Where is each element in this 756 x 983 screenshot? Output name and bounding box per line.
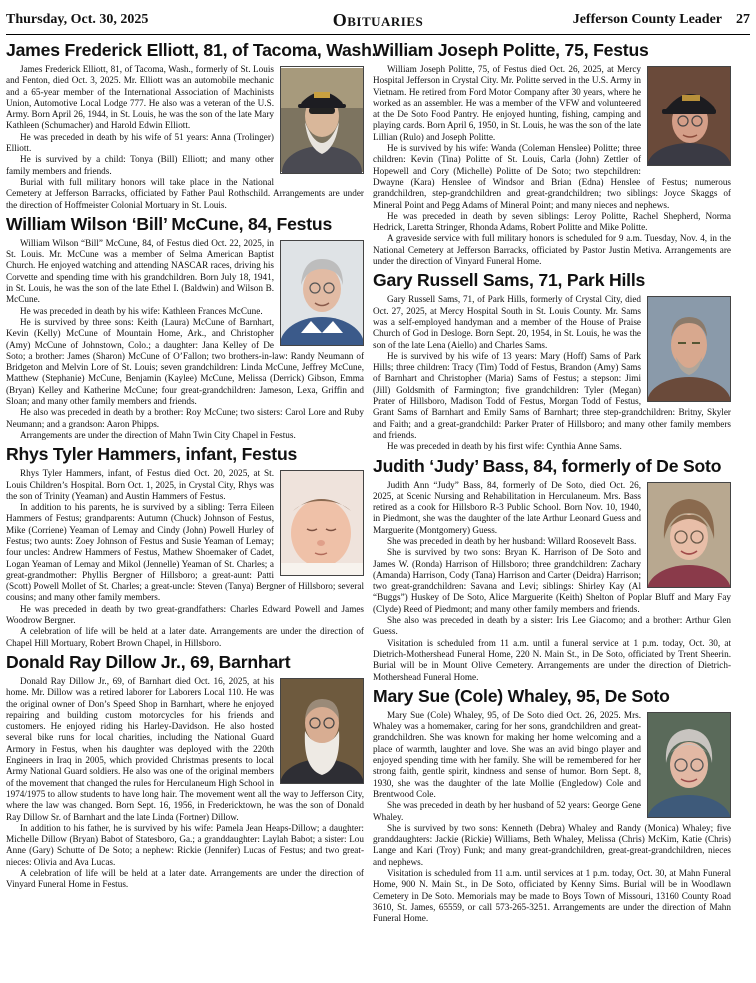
obituary-mccune (6, 214, 364, 441)
portrait-hammers-image (281, 471, 363, 575)
obituary-paragraph: He was preceded in death by two great-grandfathers: Charles Edward Powell and James Woodrow Bergner. (6, 603, 364, 626)
paper-info (573, 12, 750, 28)
obituary-body (373, 294, 731, 452)
page-header (6, 8, 750, 35)
obituary-paragraph: Judith Ann “Judy” Bass, 84, formerly of De Soto, died Oct. 26, 2025, at Scenic Nursing and Rehabilitation in Herculaneum. Mrs. Bass retired as a cook for Hillsboro R-3 Public School. Born Nov. 10, 1940, in Piedmont, she was the daughter of the late Arthur Leonard Guess and Marguerite (Montgomery) Guess. (373, 479, 641, 535)
obituary-paragraph: In addition to his parents, he is survived by a sibling: Terra Eileen Hammers of Festus; grandparents: Autumn (Chuck) Johnson of Festus, Mike (Corriene) Yeaman of Lemay and Cindy (John) Powell Hurley of Festus; two aunts: Zoey Johnson of Festus and Susie Yeaman of Lemay; four uncles: Andrew Hammers of Festus, Mathew Shoemaker of Cadet, Logan Yeaman of Lemay and Mikol (Jennelle) Yeaman of St. Charles; a great-grandmother: Phyllis Bergner of Hillsboro; a great-aunt: Patti (Scott) Powell Mollet of St. Charles; a great-uncle: Steven (Tanya) Bergner of Hillsboro; several cousins; and many other family members. (6, 502, 364, 603)
obituary-paragraph: She was preceded in death by her husband: Willard Roosevelt Bass. (387, 535, 637, 546)
obituary-bass (373, 456, 731, 683)
obituary-paragraph: Donald Ray Dillow Jr., 69, of Barnhart died Oct. 16, 2025, at his home. Mr. Dillow was a retired laborer for Laborers Local 110. He was the original owner of Don’s Speed Shop in Barnhart, where he enjoyed repairing and building custom motorcycles for his friends and customers. He enjoyed riding his Harley-Davidson. He also hosted several bike runs for local charities, including the National Guard Armory in Festus, when his daughter was deployed with the 220th Engineers in Iraq in 2005, which provided Christmas presents to local Army National Guard soldiers. He also was one of the original members of the movement that changed the rules for Herculaneum High School in 1974/1975 to allow students to have long hair. The movement went all the way to Jefferson City, where the law was changed. Born Sept. 16, 1956, in Fredericktown, he was the son of Donald Ray Dillow Sr. of Barnhart and the late Linda (Fortner) Dillow. (6, 675, 364, 822)
obituary-headline: Gary Russell Sams, 71, Park Hills (373, 270, 646, 291)
portrait-photo (280, 678, 364, 784)
obituary-paragraph: A celebration of life will be held at a later date. Arrangements are under the direction of Vinyard Funeral Home in Festus. (6, 868, 364, 890)
obituary-body (6, 468, 364, 649)
portrait-mccune-image (281, 241, 363, 345)
obituary-paragraph: Visitation is scheduled from 11 a.m. until a funeral service at 1 p.m. today, Oct. 30, at Dietrich-Mothershead Funeral Home, 220 N. Main St., in De Soto, officiated by Trent Sheerin. Burial will be in Mount Olive Cemetery. Arrangements are under the direction of Dietrich-Mothershead Funeral Home. (373, 637, 731, 682)
section-title: Obituaries (332, 10, 424, 30)
portrait-photo (647, 712, 731, 818)
portrait-sams-image (648, 297, 730, 401)
obituary-paragraph: He was preceded in death by seven siblings: Leroy Politte, Rachel Shepherd, Norma Hedrick, Laretta Stringer, Rhonda Adams, Robert Politte and Mike Politte. (373, 210, 731, 233)
obituary-paragraph: He was preceded in death by his wife of 51 years: Anna (Trolinger) Elliott. (6, 131, 274, 154)
obituary-paragraph: She also was preceded in death by a sister: Iris Lee Giacomo; and a brother: Arthur Glen Guess. (373, 615, 731, 637)
obituary-body (373, 710, 731, 925)
obituary-paragraph: He is survived by his wife: Wanda (Coleman Henslee) Politte; three children: Kevin (Tina) Politte of St. Louis, Carla (John) Zettler of Hopewell and Cory (Michelle) Politte of De Soto; two stepchildren: Dwayne (Kara) Henslee of Windsor and Brian (Edna) Henslee of Festus; numerous grandchildren, step-grandchildren and great-grandchildren; two siblings: Joyce Skaggs of Mineral Point and Pegg Adams of Mineral Point; and many nieces and nephews. (373, 143, 731, 210)
obituary-headline: Judith ‘Judy’ Bass, 84, formerly of De Soto (373, 455, 722, 476)
left-column (6, 40, 377, 894)
obituary-paragraph: Burial with full military honors will take place in the National Cemetery at Jefferson Barracks, officiated by Father Paul Rothschild. Arrangements are under the direction of Hoffmeister Colonial Mortuary in St. Louis. (6, 176, 364, 210)
portrait-photo (280, 240, 364, 346)
obituary-paragraph: He was preceded in death by his wife: Kathleen Frances McCune. (20, 305, 263, 316)
obituary-body (6, 64, 364, 211)
obituary-paragraph: A graveside service with full military honors is scheduled for 9 a.m. Tuesday, Nov. 4, in the National Cemetery at Jefferson Barracks, officiated by Pastor Justin Metiva. Arrangements are under the direction of Vinyard Funeral Home. (373, 233, 731, 267)
portrait-photo (280, 66, 364, 174)
obituary-paragraph: William Joseph Politte, 75, of Festus died Oct. 26, 2025, at Mercy Hospital Jefferson in Crystal City. Mr. Politte served in the U.S. Army in Vietnam. He retired from Ford Motor Company after 30 years, where he worked as an assembler. He was a member of the VFW and volunteered at the De Soto Food Pantry. He enjoyed hunting, fishing, camping and playing cards. Born April 6, 1950, in St. Louis, he was the son of the late Lillian (Rulo) and Joseph Politte. (373, 64, 641, 142)
obituary-paragraph: In addition to his father, he is survived by his wife: Pamela Jean Heaps-Dillow; a daughter: Michelle Dillow (Bryan) Babot of Statesboro, Ga.; a granddaughter: Laylah Babot; a sister: Lou Anne (Gary) Schutte of De Soto; a nephew: Rickie (Jennifer) Lucas of Festus; and two great-nieces: Olivia and Ava Lucas. (6, 822, 364, 867)
obituary-paragraph: She was preceded in death by her husband of 52 years: George Gene Whaley. (373, 800, 641, 822)
obituary-paragraph: She is survived by two sons: Bryan K. Harrison of De Soto and James W. (Ronda) Harrison of Hillsboro; three grandchildren: Zachary (Amanda) Harrison, Cody (Tana) Harrison and Carter (Deidra) Harrison; two great-grandchildren: Savana and Levi; siblings: Shirley Kay (Al “Buggs”) Huskey of De Soto, Alice Marguerite (Keith) Shelton of Poplar Bluff and Mary Fay (Clyde) Reed of Piedmont; and many other family members and friends. (373, 547, 731, 614)
portrait-photo (647, 296, 731, 402)
page-number: 27 (736, 12, 750, 27)
portrait-elliott-image (281, 67, 363, 173)
portrait-bass-image (648, 483, 730, 587)
issue-date: Thursday, Oct. 30, 2025 (6, 12, 149, 27)
obituary-paragraph: He is survived by his wife of 13 years: Mary (Hoff) Sams of Park Hills; three children: Tracy (Tim) Todd of Festus, Brandon (Amy) Sams of Barnhart and Christopher (Maria) Sams of Festus; a stepson: Jimi (Jill) Goldsmith of Farmington; five grandchildren: Tyler (Megan) Prater of Hillsboro, Madison Todd of Festus, Morgan Todd of Festus, Grant Sams of Barnhart and Emily Sams of Barnhart; three step-grandchildren: Britny, Skyler and Faith; and a great-grandchild: Parker Prater of Hillsboro; and many other family members and friends. (373, 350, 731, 440)
obituary-paragraph: Arrangements are under the direction of Mahn Twin City Chapel in Festus. (20, 429, 296, 440)
obituary-paragraph: He also was preceded in death by a brother: Roy McCune; two sisters: Carol Lore and Ruby Neumann; and a grandson: Aaron Phipps. (6, 407, 364, 429)
obituary-body (373, 64, 731, 267)
portrait-dillow-image (281, 679, 363, 783)
obituary-headline: Donald Ray Dillow Jr., 69, Barnhart (6, 651, 291, 672)
obituary-elliott (6, 40, 377, 211)
obituary-paragraph: She is survived by two sons: Kenneth (Debra) Whaley and Randy (Monica) Whaley; five granddaughters: Jackie (Rickie) Williams, Beth Whaley, Melissa (Chris) McKim, Katie (Chris) Lange and Kari (Troy) Funk; and many great-grandchildren, great-great-grandchildren, nieces and nephews. (373, 822, 731, 867)
right-column (373, 40, 731, 927)
obituary-sams (373, 270, 731, 452)
portrait-politte-image (648, 67, 730, 165)
obituary-paragraph: He is survived by a child: Tonya (Bill) Elliott; and many other family members and friends. (6, 154, 274, 176)
portrait-photo (647, 482, 731, 588)
obituary-hammers (6, 444, 364, 649)
portrait-photo (647, 66, 731, 166)
portrait-whaley-image (648, 713, 730, 817)
portrait-photo (280, 470, 364, 576)
obituary-paragraph: William Wilson “Bill” McCune, 84, of Festus died Oct. 22, 2025, in St. Louis. Mr. McCune was a member of Selma American Baptist Church. He enjoyed watching and attending NASCAR races, driving his Corvette and spending time with his grandchildren. Born July 18, 1941, in St. Louis, he was the son of the late Ethel I. (Baldwin) and Wilson B. McCune. (6, 237, 274, 305)
obituary-politte (373, 40, 731, 267)
obituary-body (6, 238, 364, 441)
obituary-body (373, 480, 731, 683)
obituary-paragraph: Visitation is scheduled from 11 a.m. until services at 1 p.m. today, Oct. 30, at Mahn Funeral Home, 900 N. Main St., in De Soto, officiated by Kenny Sims. Burial will be in Woodlawn Cemetery in De Soto. Memorials may be made to Boys Town of Missouri, 13160 County Road 3610, St. James, 65559, or call 573-265-3251. Arrangements are under the direction of Mahn Funeral Home. (373, 868, 731, 924)
obituary-dillow (6, 652, 364, 891)
obituary-headline: Mary Sue (Cole) Whaley, 95, De Soto (373, 685, 670, 706)
obituary-headline: William Wilson ‘Bill’ McCune, 84, Festus (6, 213, 333, 234)
obituary-paragraph: He is survived by three sons: Keith (Laura) McCune of Barnhart, Kevin (Kelly) McCune of Mountain Home, Ark., and Christopher (Amy) McCune of Johnstown, Colo.; a daughter: Jana Kelley of De Soto; a brother: James (Sharon) McCune of O’Fallon; two brothers-in-law: Randy Neumann of Bridgeton and Melvin Lore of St. Louis; seven grandchildren: Linda McCune, Jeffrey McCune, Matthew (Stephanie) McCune, Benjamin (Kaylee) McCune, Melissa (Derrick) Gibson, Emma (Bryan) Kelley and Katherine McCune; four great-grandchildren: Jameson, Lexa, Griffin and Sloan; and many other family members and friends. (6, 316, 364, 407)
obituary-headline: James Frederick Elliott, 81, of Tacoma, Wash. (6, 40, 377, 60)
paper-name: Jefferson County Leader (572, 12, 722, 27)
obituary-paragraph: He was preceded in death by his first wife: Cynthia Anne Sams. (387, 441, 622, 452)
obituary-body (6, 676, 364, 891)
obituary-headline: William Joseph Politte, 75, Festus (373, 40, 649, 60)
obituary-headline: Rhys Tyler Hammers, infant, Festus (6, 444, 298, 465)
obituary-paragraph: James Frederick Elliott, 81, of Tacoma, Wash., formerly of St. Louis and Fenton, died Oct. 3, 2025. Mr. Elliott was an automobile mechanic and a 65-year member of the International Association of Machinists Union, Automotive Local Lodge 777. He also was a veteran of the U.S. Army. Born April 26, 1944, in St. Louis, he was the son of the late Mary Kathleen (Schumacher) and Harold Edwin Elliott. (6, 64, 274, 131)
obituary-paragraph: Mary Sue (Cole) Whaley, 95, of De Soto died Oct. 26, 2025. Mrs. Whaley was a homemaker, caring for her sons, grandchildren and great-grandchildren. She was known for making her home welcoming and a place of warmth, laughter and love. She was an avid bingo player and enjoyed spending time with her family. She will be remembered for her strong faith, gentle spirit, kindness and sense of humor. Born Sept. 8, 1930, she was the daughter of the late Mollie (Engledow) Cole and Brentwood Cole. (373, 709, 641, 799)
obituary-paragraph: Rhys Tyler Hammers, infant, of Festus died Oct. 20, 2025, at St. Louis Children’s Hospital. Born Oct. 1, 2025, in Crystal City, Rhys was the son of Trinity (Yeaman) and Austin Hammers of Festus. (6, 468, 274, 501)
obituary-paragraph: A celebration of life will be held at a later date. Arrangements are under the direction of Chapel Hill Mortuary, Robert Brown Chapel, in Hillsboro. (6, 626, 364, 648)
obituary-paragraph: Gary Russell Sams, 71, of Park Hills, formerly of Crystal City, died Oct. 27, 2025, at Mercy Hospital South in St. Louis County. Mr. Sams was a self-employed handyman and a member of the House of Praise Church of God in Desloge. Born Sept. 20, 1954, in St. Louis, he was the son of the late Lena (Aiello) and Charles Sams. (373, 294, 641, 350)
obituary-whaley (373, 686, 731, 925)
